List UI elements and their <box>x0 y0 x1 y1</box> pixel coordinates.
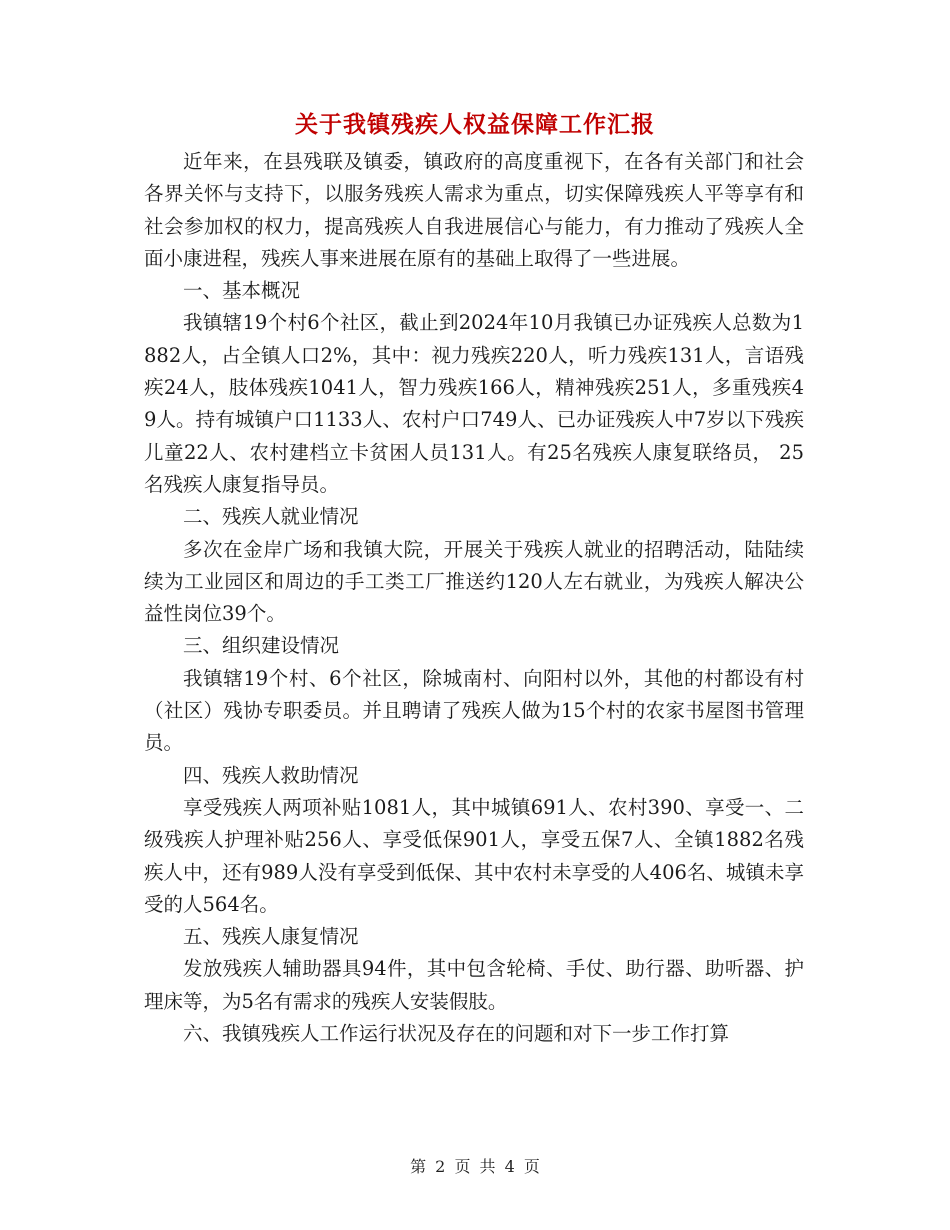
employment-paragraph: 多次在金岸广场和我镇大院，开展关于残疾人就业的招聘活动，陆陆续续为工业园区和周边的手工类工厂推送约120人左右就业，为残疾人解决公益性岗位39个。 <box>144 537 804 626</box>
document-title: 关于我镇残疾人权益保障工作汇报 <box>295 111 655 138</box>
rehabilitation-paragraph: 发放残疾人辅助器具94件，其中包含轮椅、手仗、助行器、助听器、护理床等，为5名有需求的残疾人安装假肢。 <box>144 957 804 1013</box>
page-footer: 第 2 页 共 4 页 <box>410 1157 540 1176</box>
section-heading-assistance: 四、残疾人救助情况 <box>183 763 359 787</box>
overview-paragraph: 我镇辖19个村6个社区，截止到2024年10月我镇已办证残疾人总数为1882人，占全镇人口2%，其中：视力残疾220人，听力残疾131人，言语残疾24人，肢体残疾1041人，智力残疾166人，精神残疾251人，多重残疾49人。持有城镇户口1133人、农村户口749人、已办证残疾人中7岁以下残疾儿童22人、农村建档立卡贫困人员131人。有25名残疾人康复联络员， 25名残疾人康复指导员。 <box>144 311 804 496</box>
assistance-paragraph: 享受残疾人两项补贴1081人，其中城镇691人、农村390、享受一、二级残疾人护理补贴256人、享受低保901人，享受五保7人、全镇1882名残疾人中，还有989人没有享受到低保、其中农村未享受的人406名、城镇未享受的人564名。 <box>144 795 804 916</box>
section-heading-issues: 六、我镇残疾人工作运行状况及存在的问题和对下一步工作打算 <box>183 1022 730 1046</box>
section-heading-overview: 一、基本概况 <box>183 279 301 303</box>
document-body <box>144 146 804 1050</box>
section-heading-employment: 二、残疾人就业情况 <box>183 505 359 529</box>
section-heading-rehabilitation: 五、残疾人康复情况 <box>183 925 359 949</box>
organization-paragraph: 我镇辖19个村、6个社区，除城南村、向阳村以外，其他的村都设有村（社区）残协专职委员。并且聘请了残疾人做为15个村的农家书屋图书管理员。 <box>144 666 804 755</box>
section-heading-organization: 三、组织建设情况 <box>183 634 340 658</box>
intro-paragraph: 近年来，在县残联及镇委，镇政府的高度重视下，在各有关部门和社会各界关怀与支持下，以服务残疾人需求为重点，切实保障残疾人平等享有和社会参加权的权力，提高残疾人自我进展信心与能力，有力推动了残疾人全面小康进程，残疾人事来进展在原有的基础上取得了一些进展。 <box>144 150 804 270</box>
